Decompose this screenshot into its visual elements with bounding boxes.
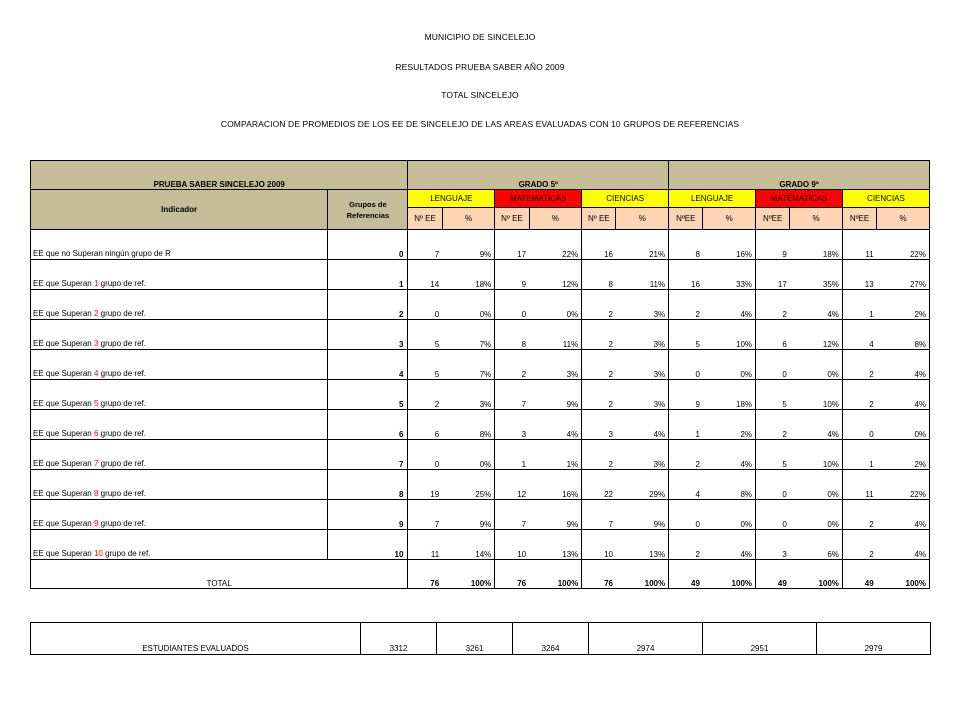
sub-header: Nº EE (408, 208, 442, 230)
count-cell: 5 (756, 380, 790, 410)
total-cell: 100% (703, 560, 756, 589)
indicator-group-number: 1 (93, 279, 99, 288)
indicator-text: EE que Superan (33, 489, 94, 498)
indicator-label (31, 350, 328, 380)
indicator-group-number: 7 (93, 459, 99, 468)
count-cell: 2 (669, 530, 703, 560)
percent-cell: 4% (877, 530, 930, 560)
indicador-header: Indicador (31, 190, 328, 230)
count-cell: 17 (495, 230, 529, 260)
percent-cell: 9% (529, 500, 582, 530)
percent-cell: 6% (790, 530, 843, 560)
area-matematicas-9: MATEMATICAS (756, 190, 843, 208)
count-cell: 8 (495, 320, 529, 350)
count-cell: 0 (669, 500, 703, 530)
title-municipio: MUNICIPIO DE SINCELEJO (424, 32, 536, 42)
indicator-text: EE que Superan (33, 429, 94, 438)
percent-cell: 3% (616, 290, 669, 320)
count-cell: 4 (669, 470, 703, 500)
title-total: TOTAL SINCELEJO (441, 90, 519, 100)
percent-cell: 0% (703, 350, 756, 380)
total-cell: 49 (842, 560, 876, 589)
indicator-group-number: 5 (93, 399, 99, 408)
indicator-label (31, 230, 328, 260)
percent-cell: 9% (442, 500, 495, 530)
percent-cell: 13% (529, 530, 582, 560)
percent-cell: 2% (877, 440, 930, 470)
percent-cell: 3% (616, 350, 669, 380)
count-cell: 2 (669, 290, 703, 320)
grupos-header: Grupos de Referencias (328, 190, 408, 230)
percent-cell: 10% (790, 440, 843, 470)
indicator-group-number: 10 (93, 549, 103, 558)
sub-header: Nº EE (582, 208, 616, 230)
table-row (31, 230, 930, 260)
count-cell: 2 (495, 350, 529, 380)
count-cell: 7 (408, 230, 442, 260)
sub-header: % (703, 208, 756, 230)
indicator-label (31, 260, 328, 290)
percent-cell: 8% (703, 470, 756, 500)
count-cell: 2 (582, 380, 616, 410)
count-cell: 8 (669, 230, 703, 260)
indicator-group-number: 2 (93, 309, 99, 318)
indicator-label (31, 440, 328, 470)
indicator-label (31, 530, 328, 560)
percent-cell: 0% (790, 470, 843, 500)
total-cell: 100% (529, 560, 582, 589)
indicator-text: grupo de ref. (98, 339, 146, 348)
group-number: 8 (328, 470, 408, 500)
percent-cell: 18% (703, 380, 756, 410)
sub-header: % (877, 208, 930, 230)
percent-cell: 7% (442, 350, 495, 380)
count-cell: 1 (669, 410, 703, 440)
indicator-text: EE que Superan (33, 309, 94, 318)
count-cell: 14 (408, 260, 442, 290)
count-cell: 12 (495, 470, 529, 500)
count-cell: 19 (408, 470, 442, 500)
grado9-header: GRADO 9º (669, 161, 930, 190)
count-cell: 0 (756, 350, 790, 380)
estudiantes-value: 2974 (589, 623, 703, 655)
group-number: 7 (328, 440, 408, 470)
count-cell: 10 (582, 530, 616, 560)
indicator-group-number: 9 (93, 519, 99, 528)
indicator-text: EE que Superan (33, 399, 94, 408)
indicator-group-number: 4 (93, 369, 99, 378)
percent-cell: 16% (703, 230, 756, 260)
group-number: 10 (328, 530, 408, 560)
table-row (31, 320, 930, 350)
count-cell: 16 (582, 230, 616, 260)
count-cell: 2 (842, 350, 876, 380)
group-number: 0 (328, 230, 408, 260)
count-cell: 0 (495, 290, 529, 320)
area-matematicas-5: MATEMATICAS (495, 190, 582, 208)
percent-cell: 33% (703, 260, 756, 290)
indicator-label (31, 500, 328, 530)
area-ciencias-9: CIENCIAS (842, 190, 929, 208)
indicator-group-number: 6 (93, 429, 99, 438)
prueba-header: PRUEBA SABER SINCELEJO 2009 (31, 161, 408, 190)
count-cell: 10 (495, 530, 529, 560)
total-label: TOTAL (31, 560, 408, 589)
group-number: 4 (328, 350, 408, 380)
percent-cell: 10% (790, 380, 843, 410)
sub-header: % (790, 208, 843, 230)
count-cell: 2 (582, 320, 616, 350)
count-cell: 2 (842, 530, 876, 560)
percent-cell: 4% (703, 290, 756, 320)
count-cell: 6 (756, 320, 790, 350)
percent-cell: 22% (529, 230, 582, 260)
count-cell: 7 (495, 380, 529, 410)
percent-cell: 3% (616, 440, 669, 470)
sub-header: NºEE (842, 208, 876, 230)
count-cell: 9 (756, 230, 790, 260)
table-row (31, 380, 930, 410)
percent-cell: 3% (442, 380, 495, 410)
count-cell: 9 (669, 380, 703, 410)
title-resultados: RESULTADOS PRUEBA SABER AÑO 2009 (395, 62, 565, 72)
count-cell: 0 (756, 470, 790, 500)
sub-header: NºEE (669, 208, 703, 230)
indicator-text: EE que Superan (33, 549, 94, 558)
percent-cell: 4% (877, 350, 930, 380)
count-cell: 1 (842, 440, 876, 470)
count-cell: 2 (582, 440, 616, 470)
percent-cell: 10% (703, 320, 756, 350)
count-cell: 7 (408, 500, 442, 530)
percent-cell: 2% (703, 410, 756, 440)
percent-cell: 13% (616, 530, 669, 560)
count-cell: 1 (842, 290, 876, 320)
percent-cell: 4% (877, 500, 930, 530)
percent-cell: 0% (877, 410, 930, 440)
count-cell: 8 (582, 260, 616, 290)
percent-cell: 0% (442, 290, 495, 320)
estudiantes-table (30, 622, 931, 655)
indicator-label (31, 470, 328, 500)
percent-cell: 4% (790, 410, 843, 440)
sub-header: NºEE (756, 208, 790, 230)
percent-cell: 4% (877, 380, 930, 410)
percent-cell: 8% (442, 410, 495, 440)
count-cell: 17 (756, 260, 790, 290)
area-lenguaje-5: LENGUAJE (408, 190, 495, 208)
percent-cell: 2% (877, 290, 930, 320)
sub-header: Nº EE (495, 208, 529, 230)
indicator-label (31, 290, 328, 320)
count-cell: 1 (495, 440, 529, 470)
percent-cell: 14% (442, 530, 495, 560)
count-cell: 0 (756, 500, 790, 530)
count-cell: 9 (495, 260, 529, 290)
indicator-text: EE que Superan (33, 339, 94, 348)
indicator-text: grupo de ref. (98, 429, 146, 438)
percent-cell: 0% (442, 440, 495, 470)
group-number: 1 (328, 260, 408, 290)
percent-cell: 7% (442, 320, 495, 350)
count-cell: 16 (669, 260, 703, 290)
count-cell: 2 (842, 500, 876, 530)
area-lenguaje-9: LENGUAJE (669, 190, 756, 208)
count-cell: 5 (669, 320, 703, 350)
percent-cell: 18% (790, 230, 843, 260)
count-cell: 0 (408, 290, 442, 320)
percent-cell: 0% (790, 350, 843, 380)
percent-cell: 4% (529, 410, 582, 440)
percent-cell: 16% (529, 470, 582, 500)
estudiantes-value: 3261 (437, 623, 513, 655)
percent-cell: 9% (442, 230, 495, 260)
total-cell: 76 (495, 560, 529, 589)
percent-cell: 4% (703, 440, 756, 470)
table-row (31, 530, 930, 560)
indicator-text: grupo de ref. (102, 549, 151, 558)
count-cell: 2 (756, 290, 790, 320)
percent-cell: 12% (790, 320, 843, 350)
sub-header: % (529, 208, 582, 230)
percent-cell: 22% (877, 470, 930, 500)
indicator-group-number: 8 (93, 489, 99, 498)
indicator-text: grupo de ref. (98, 399, 146, 408)
percent-cell: 8% (877, 320, 930, 350)
percent-cell: 11% (529, 320, 582, 350)
total-cell: 100% (877, 560, 930, 589)
total-cell: 49 (669, 560, 703, 589)
percent-cell: 11% (616, 260, 669, 290)
count-cell: 2 (408, 380, 442, 410)
group-number: 2 (328, 290, 408, 320)
count-cell: 0 (842, 410, 876, 440)
count-cell: 3 (582, 410, 616, 440)
group-number: 6 (328, 410, 408, 440)
total-cell: 100% (442, 560, 495, 589)
indicator-text: grupo de ref. (98, 279, 146, 288)
count-cell: 11 (842, 230, 876, 260)
percent-cell: 29% (616, 470, 669, 500)
count-cell: 2 (842, 380, 876, 410)
percent-cell: 25% (442, 470, 495, 500)
group-number: 3 (328, 320, 408, 350)
indicator-text: EE que Superan (33, 279, 94, 288)
percent-cell: 4% (616, 410, 669, 440)
table-row (31, 470, 930, 500)
indicator-text: grupo de ref. (98, 369, 146, 378)
table-row (31, 410, 930, 440)
sub-header: % (616, 208, 669, 230)
percent-cell: 9% (616, 500, 669, 530)
count-cell: 2 (582, 350, 616, 380)
table-row (31, 350, 930, 380)
total-cell: 76 (582, 560, 616, 589)
area-ciencias-5: CIENCIAS (582, 190, 669, 208)
total-cell: 76 (408, 560, 442, 589)
count-cell: 5 (408, 350, 442, 380)
count-cell: 11 (408, 530, 442, 560)
count-cell: 0 (408, 440, 442, 470)
percent-cell: 4% (790, 290, 843, 320)
indicator-group-number: 3 (93, 339, 99, 348)
indicator-label (31, 320, 328, 350)
percent-cell: 0% (790, 500, 843, 530)
percent-cell: 22% (877, 230, 930, 260)
estudiantes-value: 2951 (703, 623, 817, 655)
count-cell: 2 (756, 410, 790, 440)
count-cell: 7 (582, 500, 616, 530)
count-cell: 5 (408, 320, 442, 350)
count-cell: 2 (669, 440, 703, 470)
estudiantes-value: 2979 (817, 623, 931, 655)
table-row (31, 500, 930, 530)
group-number: 5 (328, 380, 408, 410)
estudiantes-label: ESTUDIANTES EVALUADOS (31, 623, 361, 655)
indicator-text: EE que Superan (33, 369, 94, 378)
indicator-text: grupo de ref. (98, 489, 146, 498)
percent-cell: 4% (703, 530, 756, 560)
total-cell: 49 (756, 560, 790, 589)
total-cell: 100% (790, 560, 843, 589)
group-number: 9 (328, 500, 408, 530)
count-cell: 4 (842, 320, 876, 350)
estudiantes-value: 3264 (513, 623, 589, 655)
total-cell: 100% (616, 560, 669, 589)
count-cell: 5 (756, 440, 790, 470)
indicator-text: EE que Superan (33, 519, 94, 528)
count-cell: 13 (842, 260, 876, 290)
results-table (30, 160, 930, 589)
count-cell: 3 (756, 530, 790, 560)
percent-cell: 18% (442, 260, 495, 290)
percent-cell: 3% (616, 320, 669, 350)
count-cell: 7 (495, 500, 529, 530)
percent-cell: 3% (529, 350, 582, 380)
title-comparacion: COMPARACION DE PROMEDIOS DE LOS EE DE SINCELEJO DE LAS AREAS EVALUADAS CON 10 GRUPOS DE REFERENCIAS (220, 119, 740, 129)
count-cell: 0 (669, 350, 703, 380)
percent-cell: 27% (877, 260, 930, 290)
indicator-text: grupo de ref. (98, 309, 146, 318)
indicator-text: grupo de ref. (98, 519, 146, 528)
count-cell: 3 (495, 410, 529, 440)
grado5-header: GRADO 5º (408, 161, 669, 190)
count-cell: 6 (408, 410, 442, 440)
percent-cell: 12% (529, 260, 582, 290)
table-row (31, 290, 930, 320)
indicator-text: grupo de ref. (98, 459, 146, 468)
percent-cell: 1% (529, 440, 582, 470)
indicator-label (31, 380, 328, 410)
sub-header: % (442, 208, 495, 230)
percent-cell: 9% (529, 380, 582, 410)
count-cell: 22 (582, 470, 616, 500)
indicator-text: EE que no Superan ningún grupo de R (33, 249, 171, 258)
count-cell: 2 (582, 290, 616, 320)
percent-cell: 0% (703, 500, 756, 530)
estudiantes-value: 3312 (361, 623, 437, 655)
percent-cell: 0% (529, 290, 582, 320)
table-row (31, 440, 930, 470)
indicator-label (31, 410, 328, 440)
count-cell: 11 (842, 470, 876, 500)
percent-cell: 3% (616, 380, 669, 410)
table-row (31, 260, 930, 290)
percent-cell: 21% (616, 230, 669, 260)
percent-cell: 35% (790, 260, 843, 290)
indicator-text: EE que Superan (33, 459, 94, 468)
